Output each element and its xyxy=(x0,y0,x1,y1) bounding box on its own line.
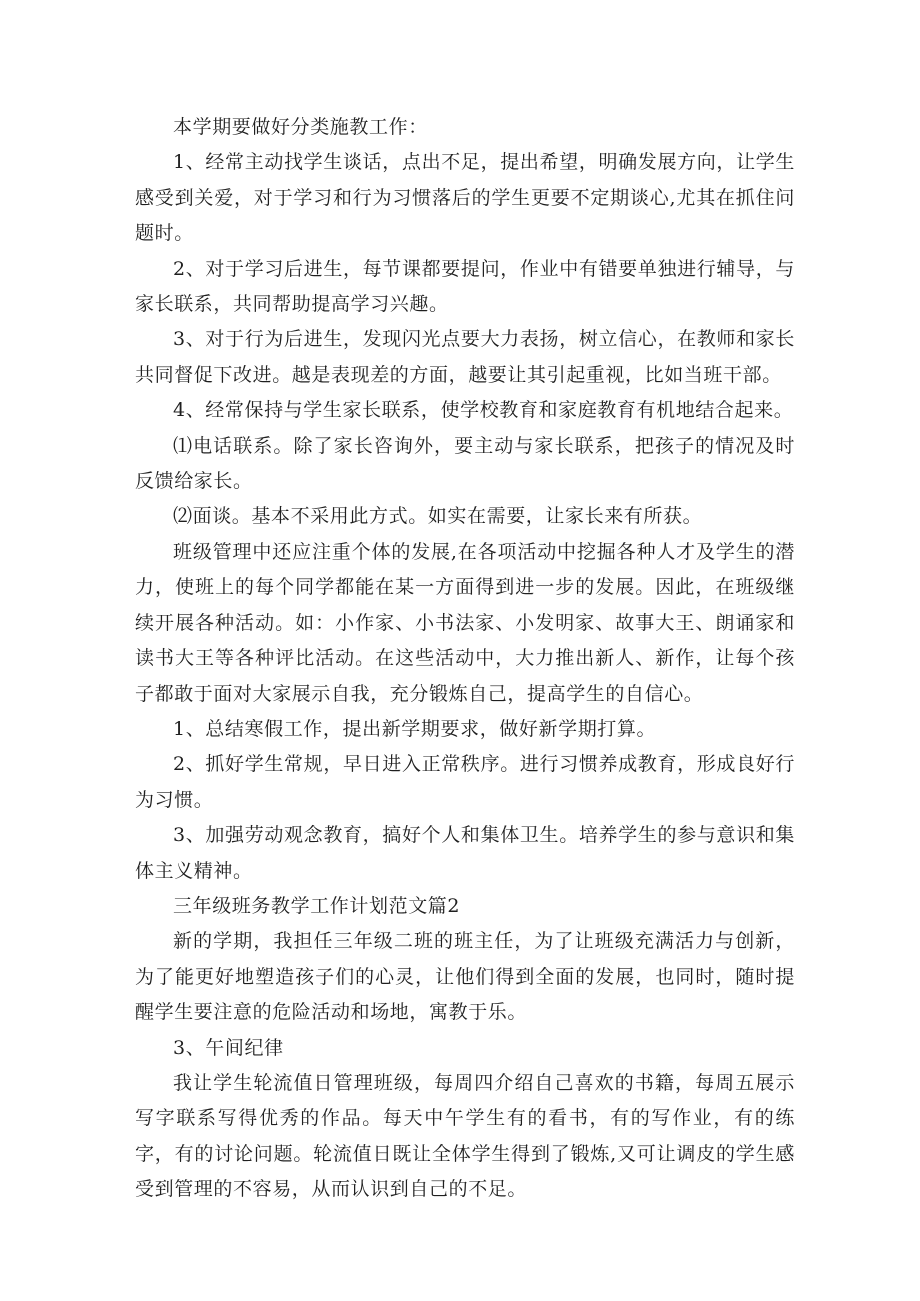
paragraph-new-semester: 新的学期，我担任三年级二班的班主任，为了让班级充满活力与创新，为了能更好地塑造孩子们的心灵，让他们得到全面的发展，也同时，随时提醒学生要注意的危险活动和场地，寓教于乐。 xyxy=(135,930,795,1024)
section-heading: 三年级班务教学工作计划范文篇2 xyxy=(173,894,461,917)
paragraph-item-2: 2、对于学习后进生，每节课都要提问，作业中有错要单独进行辅导，与家长联系，共同帮助提高学习兴趣。 xyxy=(135,257,795,316)
paragraph-task-2: 2、抓好学生常规，早日进入正常秩序。进行习惯养成教育，形成良好行为习惯。 xyxy=(135,753,795,811)
paragraph-task-1: 1、总结寒假工作，提出新学期要求，做好新学期打算。 xyxy=(173,717,657,740)
paragraph-task-3: 3、加强劳动观念教育，搞好个人和集体卫生。培养学生的参与意识和集体主义精神。 xyxy=(135,824,795,882)
paragraph-phone-contact: ⑴电话联系。除了家长咨询外，要主动与家长联系，把孩子的情况及时反馈给家长。 xyxy=(135,434,795,493)
paragraph-item-3: 3、对于行为后进生，发现闪光点要大力表扬，树立信心，在教师和家长共同督促下改进。越是表现差的方面，越要让其引起重视，比如当班干部。 xyxy=(135,328,795,386)
paragraph-duty-rotation: 我让学生轮流值日管理班级，每周四介绍自己喜欢的书籍，每周五展示写字联系写得优秀的作品。每天中午学生有的看书，有的写作业，有的练字，有的讨论问题。轮流值日既让全体学生得到了锻炼,又可让调皮的学生感受到管理的不容易，从而认识到自己的不足。 xyxy=(135,1071,795,1201)
paragraph-noon-discipline: 3、午间纪律 xyxy=(173,1036,284,1059)
paragraph-interview: ⑵面谈。基本不采用此方式。如实在需要，让家长来有所获。 xyxy=(173,505,703,528)
document-body xyxy=(135,110,795,1208)
paragraph-item-1: 1、经常主动找学生谈话，点出不足，提出希望，明确发展方向，让学生感受到关爱，对于学习和行为习惯落后的学生更要不定期谈心,尤其在抓住问题时。 xyxy=(135,151,795,245)
paragraph-item-4: 4、经常保持与学生家长联系，使学校教育和家庭教育有机地结合起来。 xyxy=(173,399,794,422)
paragraph-intro: 本学期要做好分类施教工作： xyxy=(173,116,428,138)
paragraph-class-management: 班级管理中还应注重个体的发展,在各项活动中挖掘各种人才及学生的潜力，使班上的每个同学都能在某一方面得到进一步的发展。因此，在班级继续开展各种活动。如：小作家、小书法家、小发明家、故事大王、朗诵家和读书大王等各种评比活动。在这些活动中，大力推出新人、新作，让每个孩子都敢于面对大家展示自我，充分锻炼自己，提高学生的自信心。 xyxy=(135,540,795,705)
